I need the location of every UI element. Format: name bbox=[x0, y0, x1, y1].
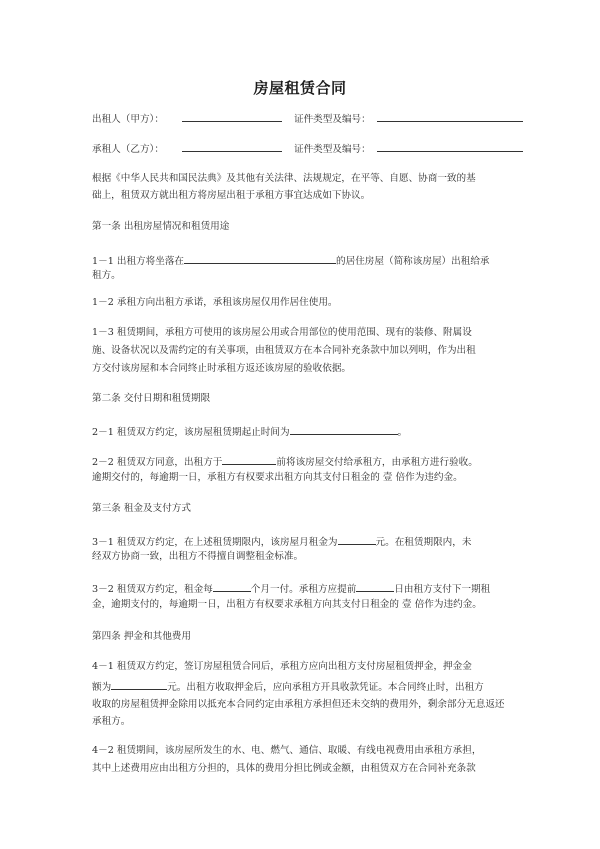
delivery-date-blank[interactable] bbox=[222, 453, 276, 465]
lessee-name-blank[interactable] bbox=[182, 140, 282, 152]
clause-1-3-line-2: 施、设备状况以及需约定的有关事项，由租赁双方在本合同补充条款中加以列明，作为出租 bbox=[92, 345, 476, 356]
payment-interval-blank[interactable] bbox=[213, 580, 251, 592]
clause-2-2-line-1 bbox=[92, 453, 478, 470]
clause-3-2-text-a: 3－2 租赁双方约定，租金每 bbox=[92, 584, 213, 595]
lease-period-blank[interactable] bbox=[290, 423, 398, 435]
clause-4-1-line-1: 4－1 租赁双方约定，签订房屋租赁合同后，承租方应向出租方支付房屋租赁押金，押金金 bbox=[92, 661, 472, 672]
clause-1-3-line-3: 方交付该房屋和本合同终止时承租方返还该房屋的验收依据。 bbox=[92, 363, 352, 374]
property-address-blank[interactable] bbox=[184, 252, 336, 264]
clause-1-1-text-b: 的居住房屋（简称该房屋）出租给承 bbox=[336, 256, 490, 267]
clause-3-2-text-b: 个月一付。承租方应提前 bbox=[250, 584, 357, 595]
article-1-heading: 第一条 出租房屋情况和租赁用途 bbox=[92, 221, 230, 232]
preamble-line-1: 根据《中华人民共和国民法典》及其他有关法律、法规规定，在平等、自愿、协商一致的基 bbox=[92, 173, 476, 184]
clause-1-1-text-a: 1－1 出租方将坐落在 bbox=[92, 256, 185, 267]
clause-1-3-line-1: 1－3 租赁期间，承租方可使用的该房屋公用或合用部位的使用范围、现有的装修、附属设 bbox=[92, 327, 472, 338]
clause-3-1-text-b: 元。在租赁期限内，未 bbox=[375, 537, 472, 548]
clause-4-1-text-b: 额为 bbox=[92, 682, 112, 693]
lessor-id-blank[interactable] bbox=[377, 110, 523, 122]
lessee-id-label: 证件类型及编号： bbox=[294, 144, 371, 155]
document-title: 房屋租赁合同 bbox=[253, 79, 347, 97]
clause-4-2-line-2: 其中上述费用应由出租方分担的，具体的费用分担比例或金额，由租赁双方在合同补充条款 bbox=[92, 763, 476, 774]
clause-3-1-text-a: 3－1 租赁双方约定，在上述租赁期限内，该房屋月租金为 bbox=[92, 537, 338, 548]
article-4-heading: 第四条 押金和其他费用 bbox=[92, 631, 191, 642]
advance-days-blank[interactable] bbox=[356, 580, 394, 592]
clause-2-1 bbox=[92, 423, 407, 440]
monthly-rent-blank[interactable] bbox=[338, 533, 376, 545]
clause-3-1-line-2: 经双方协商一致，出租方不得擅自调整租金标准。 bbox=[92, 551, 304, 562]
lessor-line bbox=[92, 110, 523, 127]
clause-2-2-text-a: 2－2 租赁双方同意，出租方于 bbox=[92, 457, 223, 468]
preamble-line-2: 础上，租赁双方就出租方将房屋出租于承租方事宜达成如下协议。 bbox=[92, 190, 371, 201]
article-2-heading: 第二条 交付日期和租赁期限 bbox=[92, 393, 211, 404]
deposit-amount-blank[interactable] bbox=[111, 678, 167, 690]
clause-3-2-line-2: 金，逾期支付的，每逾期一日，出租方有权要求承租方向其支付日租金的 壹 倍作为违约金。 bbox=[92, 599, 482, 610]
clause-1-1-line-1 bbox=[92, 252, 490, 269]
clause-4-1-text-c: 元。出租方收取押金后，应向承租方开具收款凭证。本合同终止时，出租方 bbox=[167, 682, 484, 693]
clause-2-1-text-b: 。 bbox=[397, 427, 408, 438]
clause-4-1-line-2 bbox=[92, 678, 484, 695]
lessor-label: 出租人（甲方）： bbox=[92, 114, 164, 125]
lessee-label: 承租人（乙方）： bbox=[92, 144, 164, 155]
clause-4-1-line-3: 收取的房屋租赁押金除用以抵充本合同约定由承租方承担但还未交纳的费用外，剩余部分无息返还承租方。 bbox=[92, 699, 505, 727]
clause-1-1-line-2: 租方。 bbox=[92, 270, 121, 281]
clause-3-1-line-1 bbox=[92, 533, 471, 550]
clause-2-2-line-2: 逾期交付的，每逾期一日，承租方有权要求出租方向其支付日租金的 壹 倍作为违约金。 bbox=[92, 472, 463, 483]
clause-3-2-line-1 bbox=[92, 580, 490, 597]
lessee-line bbox=[92, 140, 523, 157]
clause-1-2: 1－2 承租方向出租方承诺，承租该房屋仅用作居住使用。 bbox=[92, 297, 338, 308]
clause-3-2-text-c: 日由租方支付下一期租 bbox=[394, 584, 491, 595]
lessor-id-label: 证件类型及编号： bbox=[294, 114, 371, 125]
lessor-name-blank[interactable] bbox=[182, 110, 282, 122]
clause-2-1-text-a: 2－1 租赁双方约定，该房屋租赁期起止时间为 bbox=[92, 427, 290, 438]
article-3-heading: 第三条 租金及支付方式 bbox=[92, 503, 191, 514]
clause-4-2-line-1: 4－2 租赁期间，该房屋所发生的水、电、燃气、通信、取暖、有线电视费用由承租方承担， bbox=[92, 745, 482, 756]
lessee-id-blank[interactable] bbox=[377, 140, 523, 152]
clause-2-2-text-b: 前将该房屋交付给承租方，由承租方进行验收。 bbox=[276, 457, 478, 468]
